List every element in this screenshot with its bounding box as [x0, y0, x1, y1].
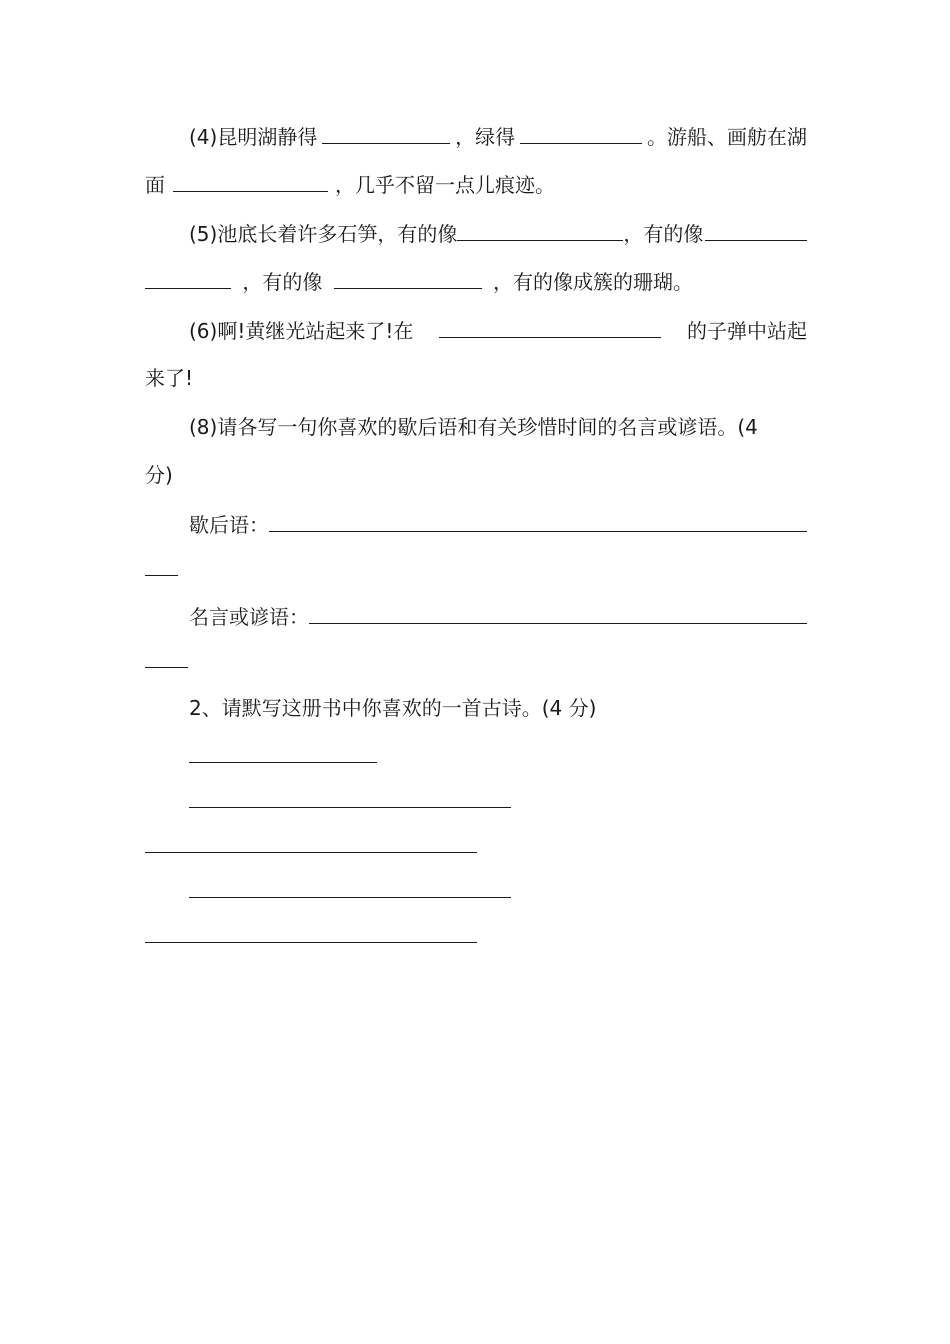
q4-text-b: ，绿得 — [455, 125, 516, 149]
q8-line-2: 分) — [145, 463, 173, 487]
q5-text-b: ，有的像 — [623, 222, 704, 246]
q5-blank-1[interactable] — [457, 219, 623, 241]
q6-text-a: (6)啊!黄继光站起来了!在 — [189, 319, 414, 343]
q8-line-1: (8)请各写一句你喜欢的歇后语和有关珍惜时间的名言或谚语。(4 — [189, 415, 758, 439]
q5-text-d: ，有的像成簇的珊瑚。 — [492, 270, 693, 294]
q5-line-1 — [189, 219, 807, 247]
q4-line-1 — [189, 122, 807, 150]
q6-line-2: 来了! — [145, 366, 194, 390]
q4-text-d: 面 — [145, 173, 165, 197]
q5-text-a: (5)池底长着许多石笋，有的像 — [189, 222, 458, 246]
xiehouyu-blank-cont[interactable] — [145, 575, 178, 576]
mingyan-row — [189, 602, 807, 630]
poem-title-blank[interactable] — [189, 762, 377, 763]
q5-line-2 — [145, 267, 693, 295]
xiehouyu-label: 歇后语： — [189, 513, 269, 537]
q5-blank-2-cont[interactable] — [145, 267, 231, 289]
xiehouyu-row — [189, 510, 807, 538]
q4-line-2 — [145, 170, 555, 198]
q4-blank-3[interactable] — [173, 170, 328, 192]
poem-line-3-blank[interactable] — [189, 897, 511, 898]
poem-line-2-blank[interactable] — [145, 852, 477, 853]
xiehouyu-blank[interactable] — [269, 510, 807, 532]
q6-blank-1[interactable] — [439, 316, 661, 338]
mingyan-label: 名言或谚语： — [189, 605, 309, 629]
q4-text-c: 。游船、画舫在湖 — [646, 125, 807, 149]
mingyan-blank-cont[interactable] — [145, 667, 188, 668]
poem-line-1-blank[interactable] — [189, 807, 511, 808]
q4-text-a: (4)昆明湖静得 — [189, 125, 318, 149]
q5-blank-2[interactable] — [705, 219, 807, 241]
q5-text-c: ，有的像 — [242, 270, 323, 294]
mingyan-blank[interactable] — [309, 602, 807, 624]
q2-prompt: 2、请默写这册书中你喜欢的一首古诗。(4 分) — [189, 696, 597, 720]
q5-blank-3[interactable] — [334, 267, 482, 289]
q6-line-1 — [189, 316, 807, 344]
q6-text-b: 的子弹中站起 — [687, 319, 807, 343]
q4-text-e: ，几乎不留一点儿痕迹。 — [335, 173, 555, 197]
poem-line-4-blank[interactable] — [145, 942, 477, 943]
q4-blank-2[interactable] — [520, 122, 642, 144]
q4-blank-1[interactable] — [322, 122, 450, 144]
